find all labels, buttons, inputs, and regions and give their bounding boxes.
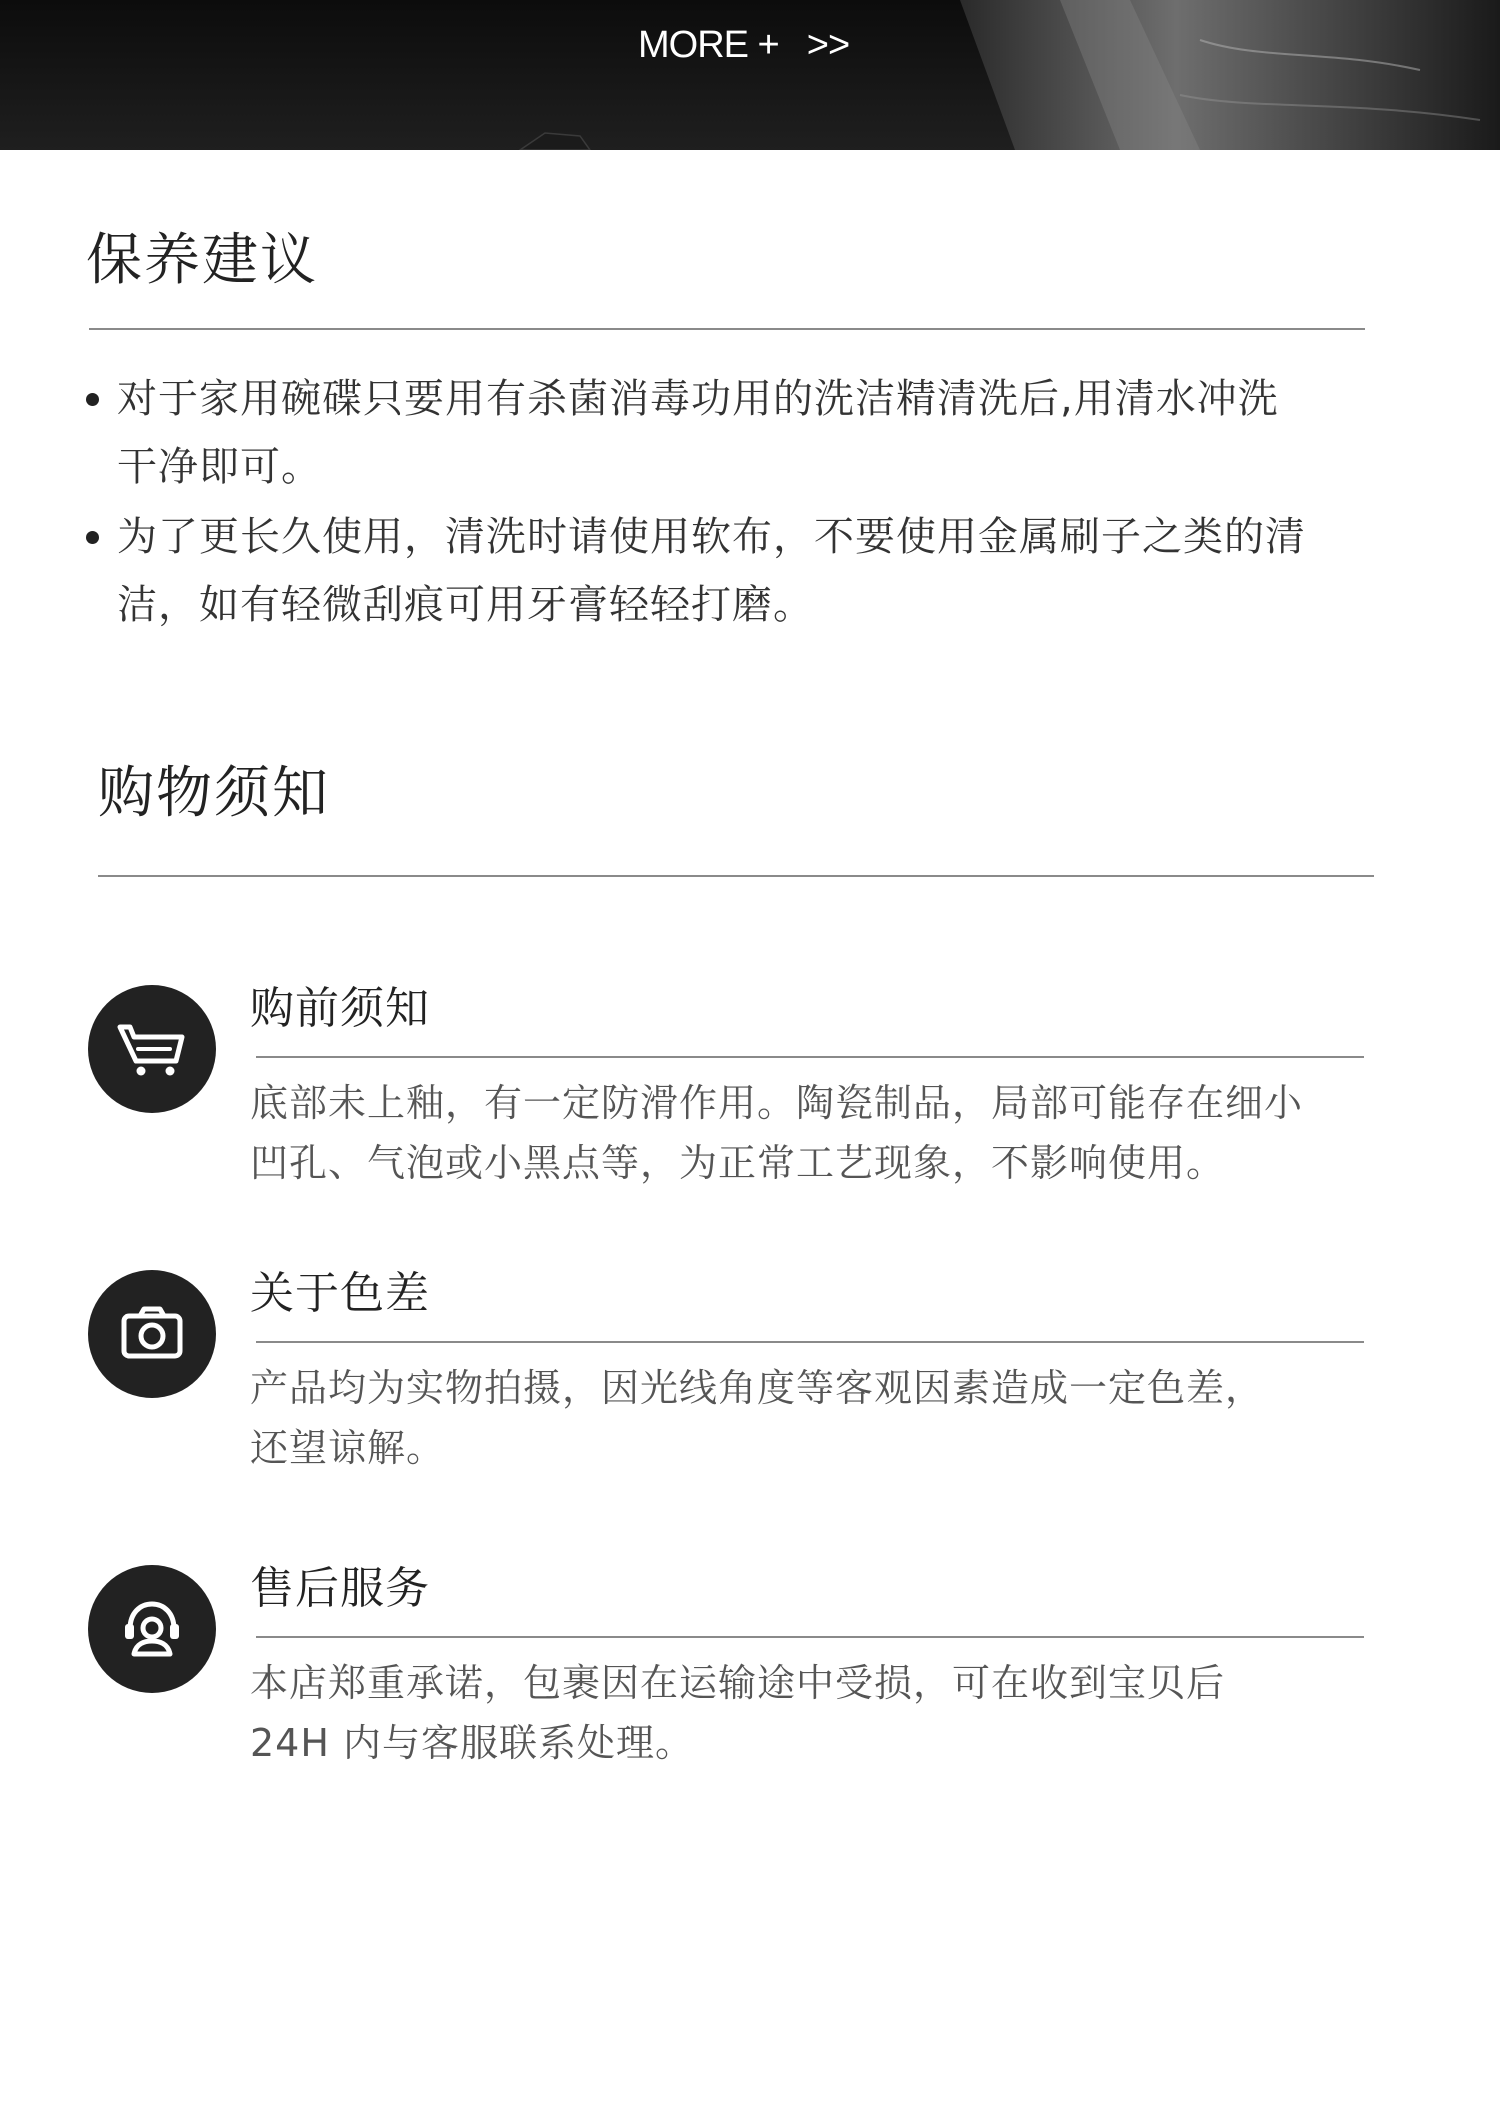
notice-body <box>250 1358 1450 1478</box>
notice-title: 售后服务 <box>250 1563 430 1614</box>
care-tip-2 <box>84 503 1374 639</box>
notice-body <box>250 1073 1450 1193</box>
care-tip-2-line-1: 为了更长久使用，清洗时请使用软布，不要使用金属刷子之类的清 <box>117 514 1306 560</box>
shopping-cart-icon <box>88 985 216 1113</box>
notice-title: 购前须知 <box>250 983 430 1034</box>
bullet-dot-icon <box>86 531 99 544</box>
care-tip-1 <box>84 365 1374 501</box>
more-label: MORE + <box>638 24 779 66</box>
notice-divider <box>256 1056 1364 1058</box>
camera-icon <box>88 1270 216 1398</box>
notice-body <box>250 1653 1450 1773</box>
notice-title: 关于色差 <box>250 1268 430 1319</box>
shopping-divider <box>98 875 1374 877</box>
bullet-dot-icon <box>86 393 99 406</box>
notice-divider <box>256 1636 1364 1638</box>
care-tip-1-line-2: 干净即可。 <box>117 444 322 490</box>
notice-body-line: 产品均为实物拍摄，因光线角度等客观因素造成一定色差， <box>250 1366 1265 1410</box>
notice-body-line: 凹孔、气泡或小黑点等，为正常工艺现象，不影响使用。 <box>250 1141 1226 1185</box>
care-tips-list <box>84 365 1374 639</box>
more-arrows-icon: >> <box>806 24 850 66</box>
notice-body-line: 本店郑重承诺，包裹因在运输途中受损，可在收到宝贝后 <box>250 1661 1226 1705</box>
care-tip-1-line-1: 对于家用碗碟只要用有杀菌消毒功用的洗洁精清洗后,用清水冲洗 <box>117 376 1279 422</box>
care-tip-2-line-2: 洁，如有轻微刮痕可用牙膏轻轻打磨。 <box>117 582 814 628</box>
notice-body-line: 24H 内与客服联系处理。 <box>250 1721 695 1765</box>
more-link[interactable] <box>638 20 849 70</box>
shopping-section-title: 购物须知 <box>98 761 330 826</box>
top-banner <box>0 0 1500 150</box>
notice-body-line: 底部未上釉，有一定防滑作用。陶瓷制品，局部可能存在细小 <box>250 1081 1304 1125</box>
care-section-title: 保养建议 <box>86 228 318 293</box>
notice-divider <box>256 1341 1364 1343</box>
notice-body-line: 还望谅解。 <box>250 1426 446 1470</box>
customer-service-icon <box>88 1565 216 1693</box>
care-divider <box>89 328 1365 330</box>
